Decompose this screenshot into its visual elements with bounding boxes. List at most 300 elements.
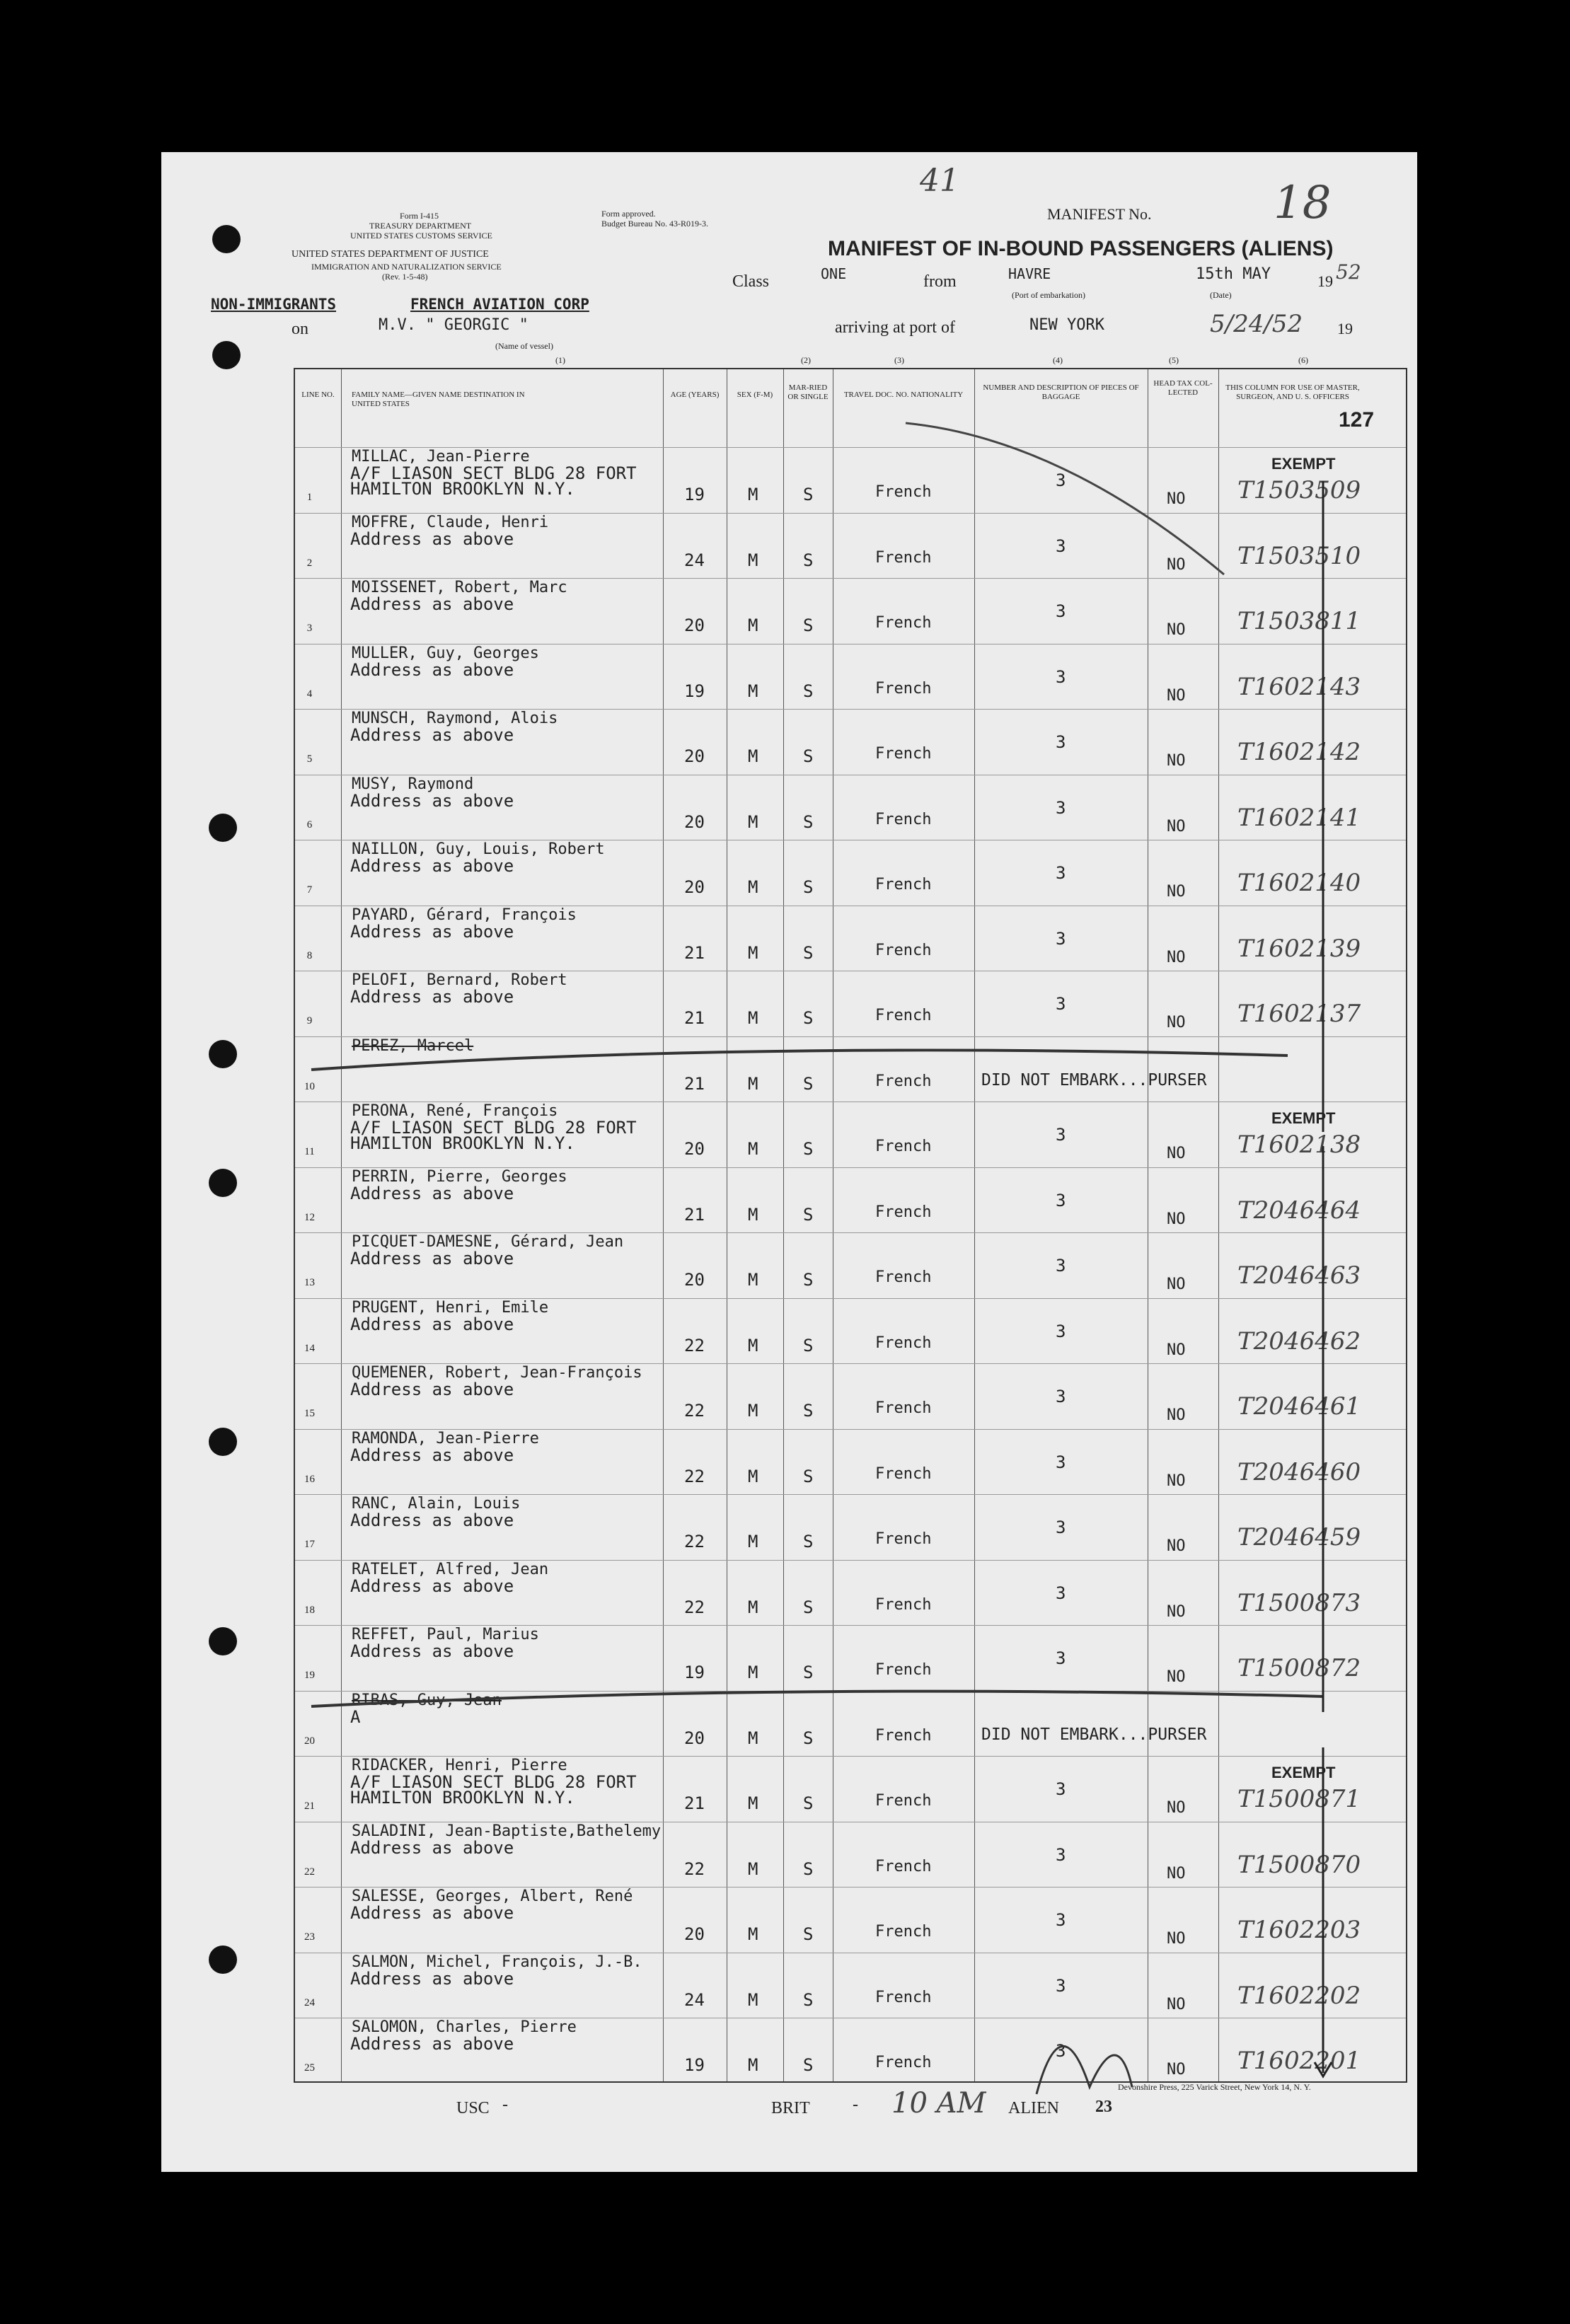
from-label: from [923,272,957,291]
marital-status: S [803,1008,814,1028]
passenger-address: Address as above [350,1445,514,1465]
age: 20 [684,1924,705,1944]
passenger-address: Address as above [350,1380,514,1399]
official-number: T1602138 [1237,1131,1361,1159]
footer-usc-dash: - [502,2095,508,2114]
age: 19 [684,2055,705,2075]
passenger-name: PRUGENT, Henri, Emile [352,1298,549,1317]
line-number: 18 [304,1604,315,1616]
on-label: on [292,320,308,338]
marital-status: S [803,1793,814,1813]
passenger-name: PERRIN, Pierre, Georges [352,1167,567,1186]
nationality: French [875,1464,932,1483]
official-number: T2046463 [1237,1261,1361,1290]
passenger-name: SALESSE, Georges, Albert, René [352,1887,633,1905]
passenger-name: NAILLON, Guy, Louis, Robert [352,840,605,858]
baggage: 3 [1056,732,1066,752]
age: 19 [684,485,705,504]
col-number: (5) [1169,355,1179,365]
treasury-dept: TREASURY DEPARTMENT [369,221,472,231]
nationality: French [875,1072,932,1090]
age: 24 [684,550,705,570]
line-number: 22 [304,1866,315,1878]
sex: M [748,1073,758,1094]
baggage: 3 [1056,1779,1066,1799]
marital-status: S [803,877,814,897]
baggage: 3 [1056,601,1066,621]
customs-service: UNITED STATES CUSTOMS SERVICE [350,231,492,241]
passenger-name: PICQUET-DAMESNE, Gérard, Jean [352,1233,624,1251]
form-approved: Form approved. [601,209,656,219]
passenger-address: Address as above [350,790,514,811]
line-number: 20 [304,1735,315,1747]
passenger-address: Address as above [350,856,514,876]
col-travel: TRAVEL DOC. NO. NATIONALITY [843,391,964,399]
official-number: T1602143 [1237,672,1361,701]
year-hand: 52 [1336,260,1361,284]
line-number: 16 [304,1473,315,1485]
marital-status: S [803,1728,814,1748]
sex: M [748,1989,758,2010]
passenger-address: Address as above [350,1968,514,1989]
nationality: French [875,745,932,763]
sex: M [748,1663,758,1682]
nationality: French [875,1595,932,1614]
nationality: French [875,1203,932,1221]
col-baggage: NUMBER AND DESCRIPTION OF PIECES OF BAGGAGE [983,383,1139,401]
footer-hand-note: 10 AM [891,2087,986,2120]
passenger-address: Address as above [350,1314,514,1334]
age: 20 [684,811,705,832]
baggage: 3 [1056,928,1066,949]
sex: M [748,1466,758,1486]
vessel-caption: (Name of vessel) [495,341,553,351]
justice-dept: UNITED STATES DEPARTMENT OF JUSTICE [292,249,489,260]
head-tax: NO [1167,1472,1186,1490]
baggage: 3 [1056,1517,1066,1537]
passenger-name: RANC, Alain, Louis [352,1495,521,1513]
line-number: 2 [306,557,313,569]
passenger-address: A/F LIASON SECT BLDG 28 FORT [350,1118,637,1138]
baggage: 3 [1056,1125,1066,1145]
nationality: French [875,1726,932,1745]
head-tax: NO [1167,686,1186,705]
official-number: T1602201 [1237,2047,1361,2075]
nationality: French [875,1792,932,1810]
baggage: 3 [1056,1387,1066,1406]
passenger-address: Address as above [350,1641,514,1661]
baggage: DID NOT EMBARK...PURSER [981,1725,1207,1744]
marital-status: S [803,811,814,832]
nationality: French [875,1857,932,1875]
age: 20 [684,1270,705,1290]
col-number: (1) [555,355,565,365]
head-tax: NO [1167,1145,1186,1162]
head-tax: NO [1167,1537,1186,1555]
passenger-name: REFFET, Paul, Marius [352,1626,539,1643]
passenger-address: Address as above [350,1183,514,1203]
col-age: AGE (YEARS) [670,391,720,399]
head-tax: NO [1167,752,1186,770]
line-number: 10 [304,1080,315,1092]
line-number: 6 [306,819,313,831]
col-number: (3) [894,355,904,365]
footer-brit-dash: - [853,2095,858,2114]
passenger-name: SALADINI, Jean-Baptiste,Bathelemy [352,1822,662,1840]
passenger-address: Address as above [350,594,514,614]
marital-status: S [803,1924,814,1944]
age: 21 [684,942,705,963]
class-value: ONE [821,265,847,282]
head-tax: NO [1167,948,1186,966]
passenger-address: Address as above [350,1249,514,1268]
col-number: (2) [801,355,811,365]
official-number: T2046464 [1237,1196,1361,1225]
head-tax: NO [1167,1995,1186,2013]
baggage: 3 [1056,797,1066,818]
marital-status: S [803,1597,814,1617]
sex: M [748,1139,758,1159]
passenger-address-2: HAMILTON BROOKLYN N.Y. [350,1788,575,1808]
port-caption: (Port of embarkation) [1012,290,1085,300]
nationality: French [875,2054,932,2071]
line-number: 12 [304,1211,315,1223]
baggage: 3 [1056,1583,1066,1603]
sex: M [748,2055,758,2075]
sex: M [748,485,758,504]
col-tax: HEAD TAX COL-LECTED [1153,379,1213,397]
sex: M [748,1335,758,1355]
passenger-address: A [350,1706,361,1727]
age: 19 [684,1663,705,1682]
baggage: 3 [1056,1975,1066,1996]
sex: M [748,615,758,635]
baggage: 3 [1056,1452,1066,1472]
official-number: T2046461 [1237,1392,1361,1421]
official-number: T1503509 [1237,476,1361,504]
footer-brit: BRIT [771,2099,810,2117]
nationality: French [875,1988,932,2006]
passenger-name: MILLAC, Jean-Pierre [352,448,530,466]
line-number: 7 [306,884,313,896]
class-label: Class [732,272,770,291]
line-number: 3 [306,623,313,634]
passenger-name: MUNSCH, Raymond, Alois [352,710,558,727]
marital-status: S [803,1989,814,2010]
nationality: French [875,1138,932,1155]
from-value: HAVRE [1008,265,1051,282]
passenger-address: Address as above [350,2034,514,2054]
marital-status: S [803,615,814,635]
marital-status: S [803,942,814,963]
sex: M [748,1793,758,1813]
head-tax: NO [1167,1341,1186,1359]
col-name: FAMILY NAME—GIVEN NAME DESTINATION IN UNITED STATES [352,391,525,408]
marital-status: S [803,1466,814,1486]
manifest-no: 18 [1274,177,1332,229]
line-number: 9 [306,1015,313,1027]
passenger-name: RATELET, Alfred, Jean [352,1560,549,1578]
marital-status: S [803,1663,814,1682]
head-tax: NO [1167,621,1186,639]
official-number: T1500872 [1237,1654,1361,1682]
baggage: 3 [1056,863,1066,883]
line-number: 11 [304,1146,315,1157]
passenger-name: PERONA, René, François [352,1102,558,1120]
head-tax: NO [1167,1799,1186,1817]
nationality: French [875,810,932,828]
col-line-no: LINE NO. [301,391,335,399]
official-number: T1503510 [1237,541,1361,570]
line-number: 5 [306,753,313,765]
passenger-address-2: HAMILTON BROOKLYN N.Y. [350,1133,575,1153]
passenger-address: Address as above [350,659,514,680]
passenger-name: PELOFI, Bernard, Robert [352,971,567,989]
head-tax: NO [1167,2061,1186,2079]
sex: M [748,1597,758,1617]
passenger-address: A/F LIASON SECT BLDG 28 FORT [350,1772,637,1792]
arriving-port: NEW YORK [1029,316,1104,334]
passenger-name: RAMONDA, Jean-Pierre [352,1429,539,1447]
col-official: THIS COLUMN FOR USE OF MASTER, SURGEON, AND U. S. OFFICERS [1225,383,1360,401]
date-caption: (Date) [1210,290,1232,300]
official-number: T1602139 [1237,934,1361,963]
head-tax: NO [1167,1930,1186,1948]
sex: M [748,1728,758,1748]
line-number: 1 [306,492,313,503]
head-tax: NO [1167,1668,1186,1686]
page-number: 127 [1339,408,1375,432]
baggage: 3 [1056,1910,1066,1930]
line-number: 15 [304,1408,315,1419]
age: 21 [684,1204,705,1225]
marital-status: S [803,2055,814,2075]
baggage: 3 [1056,994,1066,1014]
arrival-date: 5/24/52 [1210,310,1303,338]
sex: M [748,550,758,570]
marital-status: S [803,550,814,570]
official-number: T1602202 [1237,1981,1361,2010]
age: 21 [684,1793,705,1813]
passenger-address-2: HAMILTON BROOKLYN N.Y. [350,479,575,499]
arriving-label: arriving at port of [835,318,955,337]
nationality: French [875,1530,932,1548]
col-sex: SEX (F-M) [737,391,773,399]
passenger-address: Address as above [350,921,514,942]
passenger-name: SALMON, Michel, François, J.-B. [352,1953,642,1971]
passenger-address: Address as above [350,1837,514,1858]
col-number: (4) [1053,355,1063,365]
baggage: 3 [1056,1321,1066,1341]
passenger-address: Address as above [350,1576,514,1596]
group-name: FRENCH AVIATION CORP [410,296,589,313]
passenger-name: MOFFRE, Claude, Henri [352,513,549,531]
nationality: French [875,614,932,632]
marital-status: S [803,746,814,766]
passenger-name: MUSY, Raymond [352,775,474,793]
marital-status: S [803,1401,814,1421]
baggage: 3 [1056,1190,1066,1210]
baggage: 3 [1056,1648,1066,1668]
sex: M [748,942,758,963]
sex: M [748,1858,758,1879]
sex: M [748,1204,758,1225]
age: 22 [684,1335,705,1355]
footer-alien: ALIEN [1008,2099,1059,2117]
nationality: French [875,1268,932,1286]
marital-status: S [803,1270,814,1290]
head-tax: NO [1167,1014,1186,1031]
line-number: 8 [306,949,313,961]
nationality: French [875,483,932,501]
age: 20 [684,877,705,897]
official-number: T1500871 [1237,1785,1361,1813]
category: NON-IMMIGRANTS [211,296,337,313]
printer-imprint: Devonshire Press, 225 Varick Street, New York 14, N. Y. [1118,2082,1311,2092]
baggage: 3 [1056,666,1066,687]
marital-status: S [803,1204,814,1225]
sex: M [748,1924,758,1944]
passenger-name: RIDACKER, Henri, Pierre [352,1757,567,1774]
exempt-stamp: EXEMPT [1271,1109,1336,1127]
passenger-address: Address as above [350,725,514,745]
line-number: 23 [304,1931,315,1943]
sex: M [748,1270,758,1290]
age: 20 [684,746,705,766]
age: 22 [684,1597,705,1617]
budget-bureau: Budget Bureau No. 43-R019-3. [601,219,708,229]
nationality: French [875,548,932,567]
marital-status: S [803,1858,814,1879]
official-number: T1602141 [1237,803,1361,832]
head-tax: NO [1167,817,1186,836]
passenger-name: MULLER, Guy, Georges [352,644,539,662]
nationality: French [875,1661,932,1679]
official-number: T1500870 [1237,1850,1361,1879]
age: 22 [684,1532,705,1551]
line-number: 21 [304,1800,315,1812]
year-prefix-2: 19 [1337,320,1353,337]
nationality: French [875,1334,932,1352]
line-number: 24 [304,1996,315,2008]
ins-line: IMMIGRATION AND NATURALIZATION SERVICE [311,262,502,272]
official-number: T1503811 [1237,607,1361,635]
head-tax: NO [1167,1406,1186,1424]
line-number: 4 [306,688,313,700]
passenger-address: Address as above [350,528,514,549]
nationality: French [875,679,932,698]
passenger-name: MOISSENET, Robert, Marc [352,579,567,596]
line-number: 13 [304,1277,315,1288]
passenger-address: Address as above [350,1903,514,1923]
baggage: 3 [1056,470,1066,490]
age: 20 [684,1728,705,1748]
footer-alien-count: 23 [1095,2098,1112,2116]
line-number: 25 [304,2062,315,2074]
age: 21 [684,1073,705,1094]
age: 22 [684,1858,705,1879]
official-number: T1602142 [1237,738,1361,766]
baggage: DID NOT EMBARK...PURSER [981,1070,1207,1089]
sex: M [748,811,758,832]
marital-status: S [803,485,814,504]
exempt-stamp: EXEMPT [1271,1764,1336,1781]
nationality: French [875,1007,932,1024]
sex: M [748,1401,758,1421]
baggage: 3 [1056,1844,1066,1865]
line-number: 17 [304,1539,315,1550]
sex: M [748,1008,758,1028]
passenger-address: Address as above [350,1510,514,1530]
passenger-name: PAYARD, Gérard, François [352,906,577,924]
head-tax: NO [1167,1864,1186,1883]
sex: M [748,877,758,897]
marital-status: S [803,1532,814,1551]
passenger-name: QUEMENER, Robert, Jean-François [352,1364,642,1382]
manifest-no-label: MANIFEST No. [1047,205,1152,223]
official-number: T2046460 [1237,1457,1361,1486]
official-number: T2046459 [1237,1523,1361,1551]
sex: M [748,1532,758,1551]
baggage: 3 [1056,536,1066,556]
col-married: MAR-RIED OR SINGLE [787,383,829,401]
nationality: French [875,876,932,894]
baggage: 3 [1056,2041,1066,2061]
marital-status: S [803,681,814,701]
corner-note: 41 [920,163,959,199]
head-tax: NO [1167,1602,1186,1621]
vessel-name: M.V. " GEORGIC " [379,316,529,334]
nationality: French [875,941,932,959]
baggage: 3 [1056,1256,1066,1276]
marital-status: S [803,1335,814,1355]
passenger-name: SALOMON, Charles, Pierre [352,2018,577,2036]
manifest-title: MANIFEST OF IN-BOUND PASSENGERS (ALIENS) [828,237,1334,260]
exempt-stamp: EXEMPT [1271,455,1336,473]
official-number: T2046462 [1237,1326,1361,1355]
nationality: French [875,1399,932,1417]
age: 20 [684,615,705,635]
official-number: T1500873 [1237,1588,1361,1617]
official-number: T1602140 [1237,869,1361,897]
col-number: (6) [1298,355,1308,365]
footer-usc: USC [456,2099,490,2117]
age: 22 [684,1401,705,1421]
official-number: T1602203 [1237,1916,1361,1944]
official-number: T1602137 [1237,1000,1361,1028]
head-tax: NO [1167,555,1186,574]
age: 21 [684,1008,705,1028]
head-tax: NO [1167,1210,1186,1228]
passenger-address: A/F LIASON SECT BLDG 28 FORT [350,463,637,483]
passenger-name: PEREZ, Marcel [352,1036,474,1055]
sex: M [748,681,758,701]
marital-status: S [803,1073,814,1094]
passenger-name: RIBAS, Guy, Jean [352,1691,502,1709]
date-value: 15th MAY [1196,265,1271,283]
marital-status: S [803,1139,814,1159]
head-tax: NO [1167,883,1186,901]
nationality: French [875,1923,932,1941]
form-number: Form I-415 [400,211,439,221]
passenger-address: Address as above [350,987,514,1007]
age: 19 [684,681,705,701]
line-number: 19 [304,1670,315,1681]
year-prefix: 19 [1317,272,1333,290]
head-tax: NO [1167,1276,1186,1293]
sex: M [748,746,758,766]
age: 24 [684,1989,705,2010]
